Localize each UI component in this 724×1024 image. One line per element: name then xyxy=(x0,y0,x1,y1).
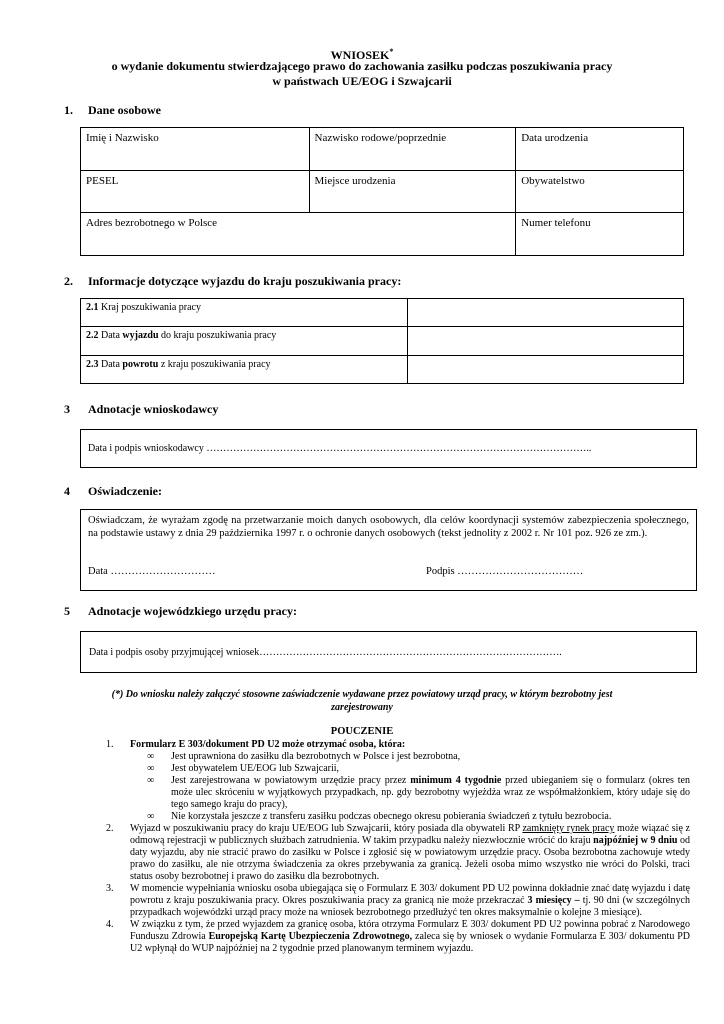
trip-row-label xyxy=(81,356,408,384)
birth-date-label: Data urodzenia xyxy=(521,132,589,144)
row-number: 2.3 xyxy=(86,359,99,370)
item-text: Wyjazd w poszukiwaniu pracy do kraju UE/EOG lub Szwajcarii, który posiada dla obywateli RP xyxy=(130,823,523,834)
list-item xyxy=(147,775,690,811)
list-item-text: Jest zarejestrowana w powiatowym urzędzie pracy przez xyxy=(171,775,411,786)
section-title: Oświadczenie: xyxy=(88,484,162,498)
list-item-text: Jest obywatelem UE/EOG lub Szwajcarii, xyxy=(171,763,340,774)
row-text-bold: wyjazdu xyxy=(122,330,159,341)
eligibility-list xyxy=(147,751,690,823)
office-signature-box[interactable] xyxy=(80,631,697,673)
instructions-title: POUCZENIE xyxy=(330,726,394,737)
item-text: może wiązać się z odmową rejestracji w publicznych służbach zatrudnienia. W takim przypadku należy niezwłocznie wrócić do kraju xyxy=(130,823,690,846)
list-item-text: przed ubieganiem się o formularz (okres ten może ulec skróceniu w wyjątkowych przypadkach, np. gdy bezrobotny wyjeżdża wraz ze współmałżonkiem, który udaje się do tego samego kraju do pracy), xyxy=(171,775,690,810)
departure-date-input[interactable] xyxy=(407,327,684,356)
citizenship-field[interactable] xyxy=(516,171,684,213)
item-text: zaleca się by wniosek o wydanie Formularza E 303/ dokumentu PD U2 wpłynął do WUP najpóźniej na 2 tygodnie przed planowanym terminem wyjazdu. xyxy=(130,931,690,954)
title-footnote-marker: * xyxy=(389,47,394,56)
pesel-label: PESEL xyxy=(86,175,119,187)
title-text: WNIOSEK xyxy=(330,48,390,62)
item-text: tj. 90 dni (w szczególnych przypadkach wojewódzki urząd pracy może na wniosek bezrobotnego przedłużyć ten okres maksymalnie o kolejne 3 miesiące). xyxy=(130,895,690,918)
item-heading: Formularz E 303/dokument PD U2 może otrzymać osoba, która: xyxy=(130,739,406,750)
list-item xyxy=(147,763,690,775)
instructions-list xyxy=(106,739,690,955)
trip-info-table xyxy=(80,298,684,384)
item-text-bold: Europejską Kartę Ubezpieczenia Zdrowotnego, xyxy=(208,931,413,942)
address-field[interactable] xyxy=(81,213,516,256)
instruction-item-2 xyxy=(106,823,690,883)
phone-label: Numer telefonu xyxy=(521,217,591,229)
row-number: 2.1 xyxy=(86,302,99,313)
row-number: 2.2 xyxy=(86,330,99,341)
consent-date-line[interactable]: Data ………………………… xyxy=(88,566,216,577)
section-title: Informacje dotyczące wyjazdu do kraju poszukiwania pracy: xyxy=(88,274,402,288)
trip-row-label xyxy=(81,299,408,327)
address-label: Adres bezrobotnego w Polsce xyxy=(86,217,218,229)
infinity-bullet-icon: ∞ xyxy=(147,811,155,822)
office-signature-line: Data i podpis osoby przyjmującej wniosek………………………………………………………………………………. xyxy=(89,647,562,658)
list-item xyxy=(147,811,690,823)
section-number: 5 xyxy=(64,604,70,618)
country-input[interactable] xyxy=(407,299,684,327)
instruction-item-4 xyxy=(106,919,690,955)
document-subtitle: o wydanie dokumentu stwierdzającego prawo do zachowania zasiłku podczas poszukiwania pracy xyxy=(111,59,613,73)
instruction-item-3 xyxy=(106,883,690,919)
item-number: 4. xyxy=(106,919,114,930)
item-text-underlined: zamknięty rynek pracy xyxy=(522,823,615,834)
section-3-heading xyxy=(64,402,218,417)
section-4-heading xyxy=(64,484,162,499)
list-item-text: Nie korzystała jeszcze z transferu zasiłku podczas obecnego okresu pobierania świadczeń z tytułu bezrobocia. xyxy=(171,811,612,822)
section-5-heading xyxy=(64,604,297,619)
return-date-input[interactable] xyxy=(407,356,684,384)
document-subtitle-2: w państwach UE/EOG i Szwajcarii xyxy=(272,74,452,88)
list-item-text: Jest uprawniona do zasiłku dla bezrobotnych w Polsce i jest bezrobotna, xyxy=(171,751,461,762)
pesel-field[interactable] xyxy=(81,171,310,213)
trip-row-label xyxy=(81,327,408,356)
section-number: 2. xyxy=(64,274,73,288)
list-item-text-bold: minimum 4 tygodnie xyxy=(410,775,502,786)
footnote: (*) Do wniosku należy załączyć stosowne zaświadczenie wydawane przez powiatowy urząd pracy, w którym bezrobotny jest zarejestrowany xyxy=(111,689,613,713)
item-text: W momencie wypełniania wniosku osoba ubiegająca się o Formularz E 303/ dokument PD U2 powinna dokładnie znać datę wyjazdu i datę powrotu z kraju poszukiwania pracy. Okres poszukiwania pracy za granicą nie może przekraczać xyxy=(130,883,690,906)
item-number: 1. xyxy=(106,739,114,750)
personal-data-table xyxy=(80,127,684,256)
citizenship-label: Obywatelstwo xyxy=(521,175,585,187)
row-text-bold: powrotu xyxy=(122,359,159,370)
item-text-bold: najpóźniej w 9 dniu xyxy=(593,835,678,846)
item-number: 2. xyxy=(106,823,114,834)
consent-text: Oświadczam, że wyrażam zgodę na przetwarzanie moich danych osobowych, dla celów koordynacji systemów zabezpieczenia społecznego, na podstawie ustawy z dnia 29 października 1997 r. o ochronie danych osobowych (tekst jednolity z 2002 r. Nr 101 poz. 926 ze zm.). xyxy=(88,515,689,539)
birth-place-label: Miejsce urodzenia xyxy=(314,175,396,187)
section-title: Adnotacje wojewódzkiego urzędu pracy: xyxy=(88,604,297,618)
row-text: Data xyxy=(98,359,123,370)
section-title: Adnotacje wnioskodawcy xyxy=(88,402,219,416)
item-text: W związku z tym, że przed wyjazdem za granicę osoba, która otrzyma Formularz E 303/ dokument PD U2 powinna pobrać z Narodowego Funduszu Zdrowia xyxy=(130,919,690,942)
row-text: z kraju poszukiwania pracy xyxy=(158,359,271,370)
row-text: Data xyxy=(98,330,123,341)
section-1-heading xyxy=(64,103,161,118)
consent-box xyxy=(80,509,697,591)
name-label: Imię i Nazwisko xyxy=(86,132,159,144)
item-number: 3. xyxy=(106,883,114,894)
applicant-signature-box[interactable] xyxy=(80,429,697,468)
section-2-heading xyxy=(64,274,401,289)
instruction-item-1 xyxy=(106,739,690,823)
section-title: Dane osobowe xyxy=(88,103,162,117)
item-text: od daty wyjazdu, aby nie stracić prawo do zasiłku w Polsce i zgłosić się w powiatowym urzędzie pracy. Osoba bezrobotna zachowuje wtedy prawo do zasiłku, ale nie otrzyma świadczenia za okres przebywania za granicą. Jeżeli osoba mimo wszystko nie wróci do Polski, traci status osoby bezrobotnej i prawo do zasiłku dla bezrobotnych. xyxy=(130,835,691,882)
row-text: do kraju poszukiwania pracy xyxy=(158,330,277,341)
infinity-bullet-icon: ∞ xyxy=(147,763,155,774)
row-text: Kraj poszukiwania pracy xyxy=(98,302,201,313)
section-number: 3 xyxy=(64,402,70,416)
birth-date-field[interactable] xyxy=(516,128,684,171)
phone-field[interactable] xyxy=(516,213,684,256)
list-item xyxy=(147,751,690,763)
consent-signature-line[interactable]: Podpis ……………………………… xyxy=(426,566,584,577)
name-field[interactable] xyxy=(81,128,310,171)
section-number: 4 xyxy=(64,484,70,498)
section-number: 1. xyxy=(64,103,73,117)
item-text-bold: 3 miesięcy – xyxy=(527,895,580,906)
infinity-bullet-icon: ∞ xyxy=(147,751,155,762)
applicant-signature-line: Data i podpis wnioskodawcy …………………………………………………………………………………………………….. xyxy=(88,443,592,454)
family-name-field[interactable] xyxy=(309,128,516,171)
birth-place-field[interactable] xyxy=(309,171,516,213)
family-name-label: Nazwisko rodowe/poprzednie xyxy=(314,132,447,144)
infinity-bullet-icon: ∞ xyxy=(147,775,155,786)
